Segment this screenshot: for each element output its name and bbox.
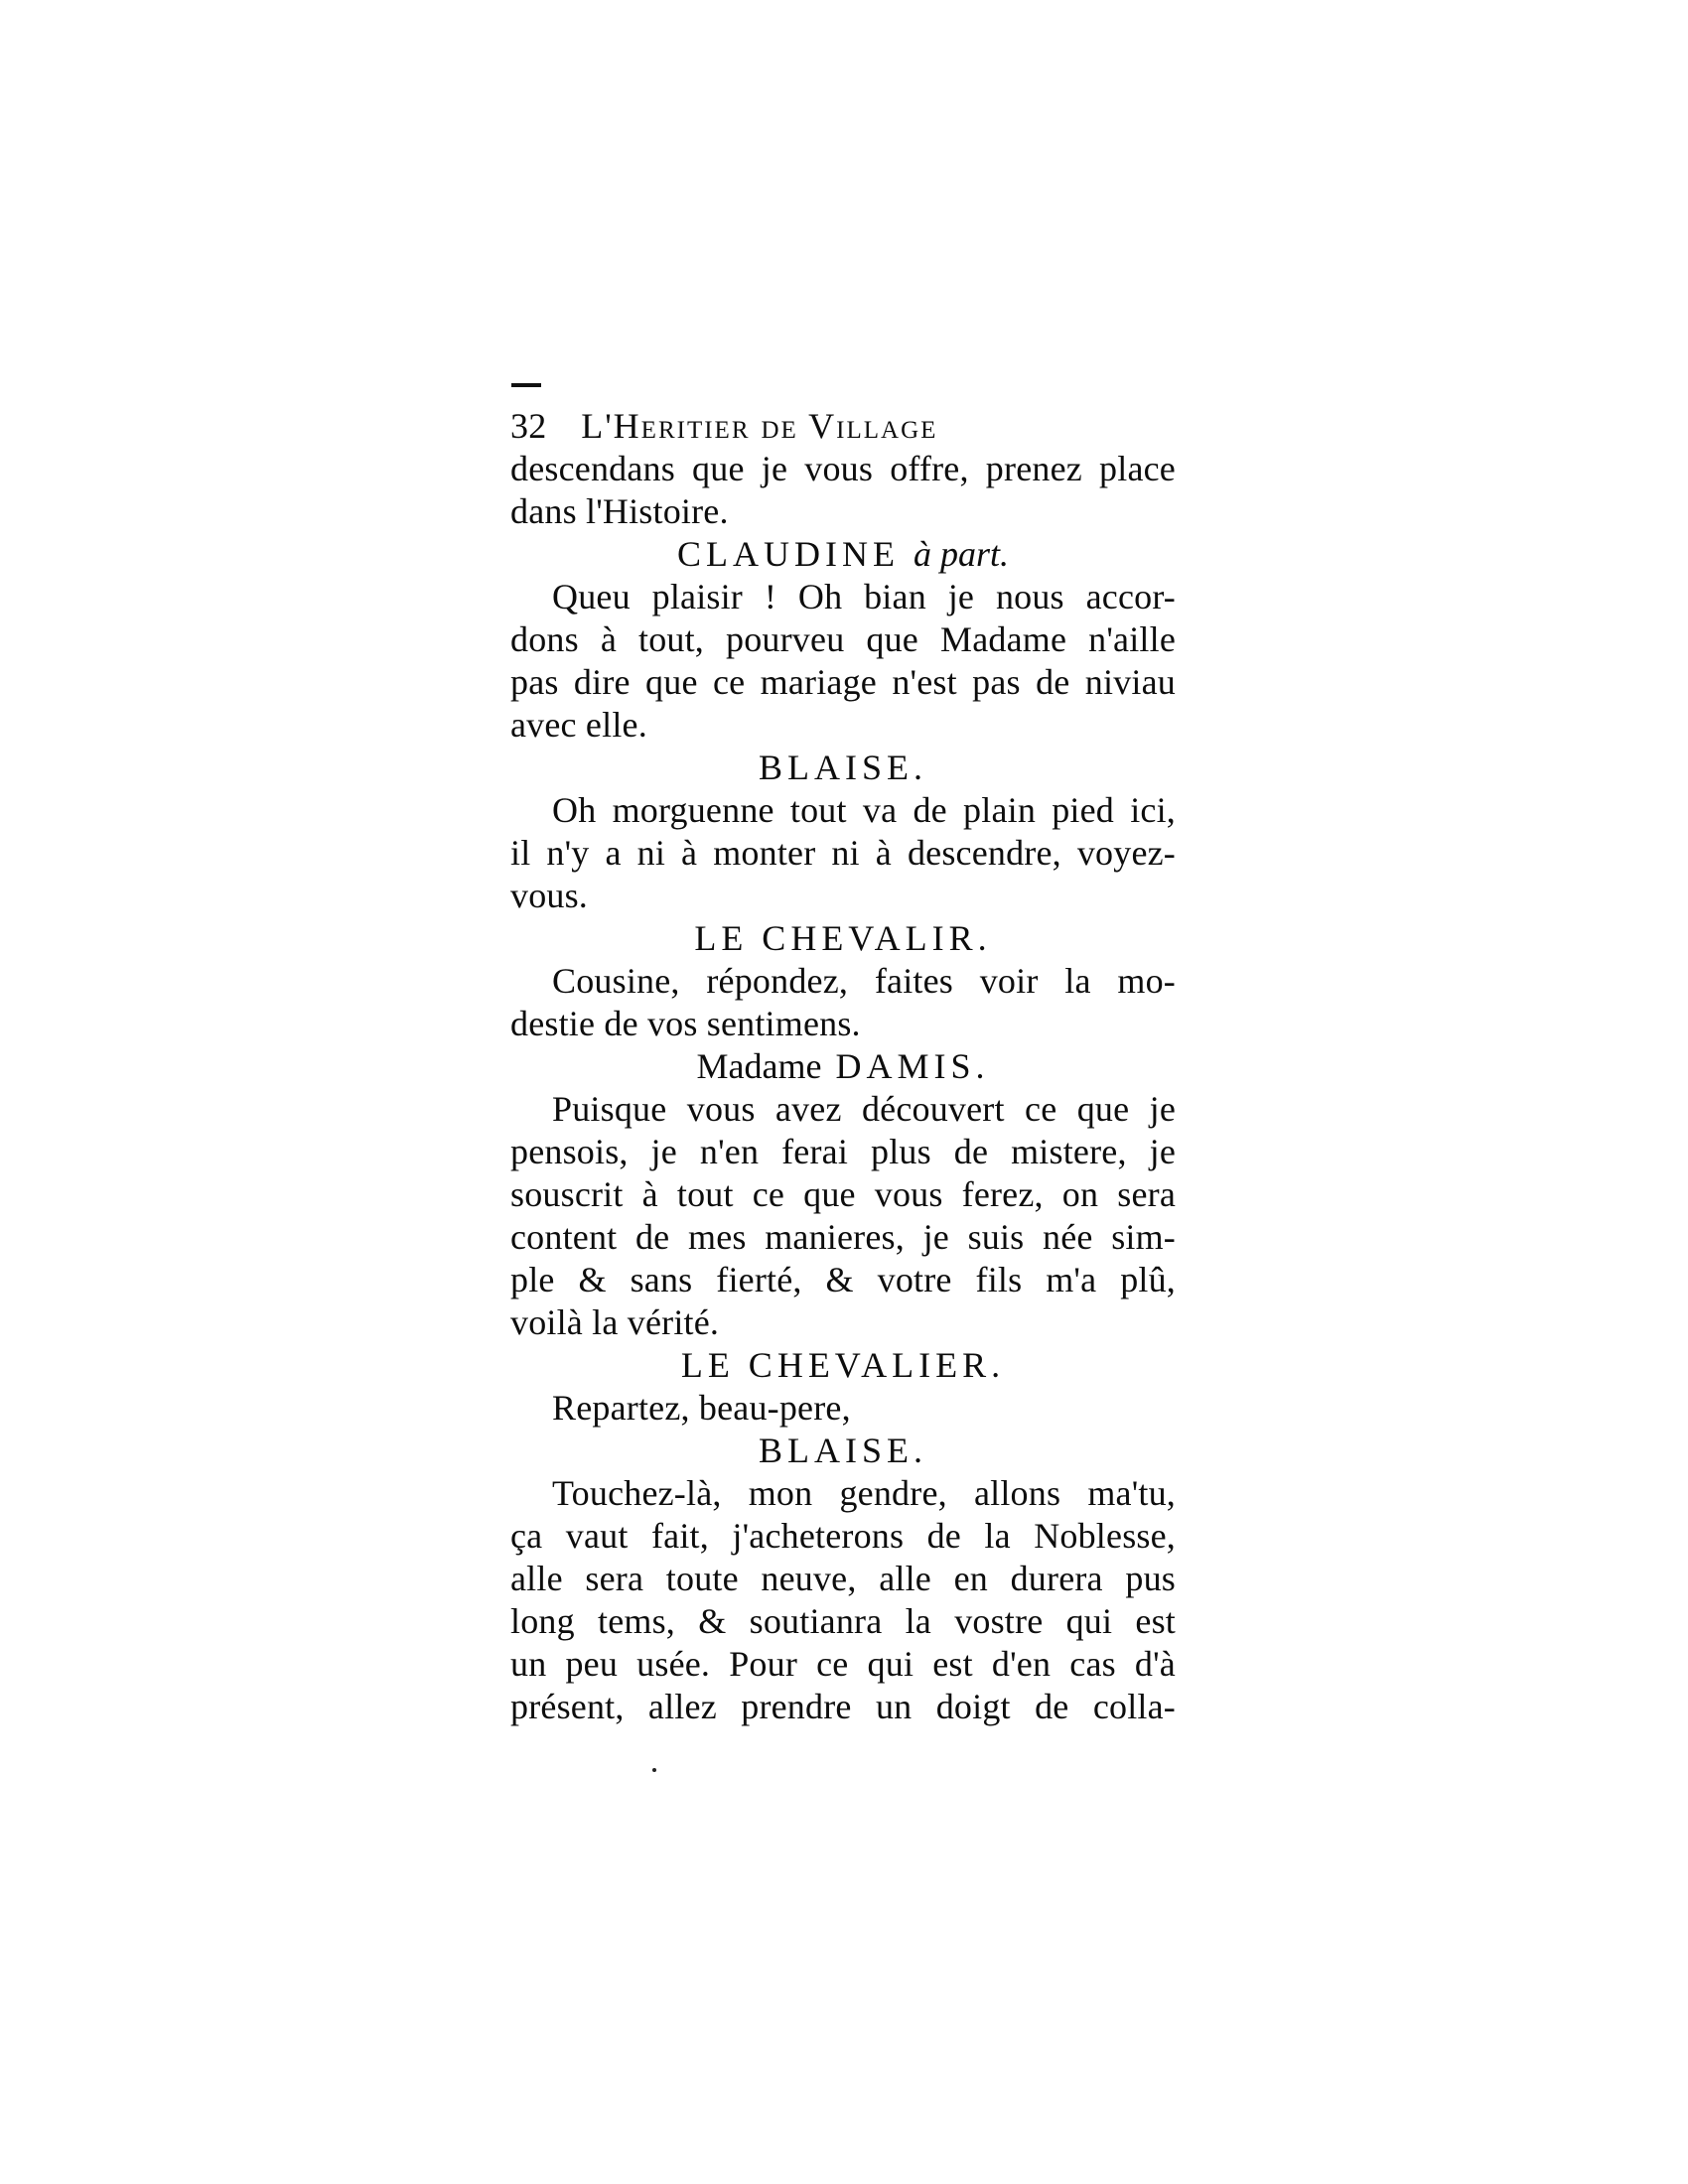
text-line: destie de vos sentimens. bbox=[510, 1004, 861, 1043]
text-line: pas dire que ce mariage n'est pas de niviau bbox=[510, 662, 1176, 702]
text-line: long tems, & soutianra la vostre qui est bbox=[510, 1601, 1176, 1641]
text-line: alle sera toute neuve, alle en durera pus bbox=[510, 1559, 1176, 1598]
speaker-name: DAMIS. bbox=[835, 1046, 990, 1086]
text-line: content de mes manieres, je suis née sim- bbox=[510, 1217, 1176, 1257]
text-line: ça vaut fait, j'acheterons de la Noblesse, bbox=[510, 1516, 1176, 1556]
text-line: pensois, je n'en ferai plus de mistere, je bbox=[510, 1132, 1176, 1171]
text-line: Repartez, beau-pere, bbox=[552, 1388, 851, 1428]
text-line: Queu plaisir ! Oh bian je nous accor- bbox=[552, 577, 1176, 616]
text-line: présent, allez prendre un doigt de colla- bbox=[510, 1687, 1176, 1726]
top-dash-mark bbox=[511, 383, 541, 387]
text-line: dons à tout, pourveu que Madame n'aille bbox=[510, 619, 1176, 659]
page-number: 32 bbox=[510, 406, 547, 446]
speaker-title: Madame bbox=[696, 1046, 822, 1086]
text-line: un peu usée. Pour ce qui est d'en cas d'à bbox=[510, 1644, 1176, 1684]
page-text-block bbox=[510, 405, 1176, 1728]
speaker-heading-chevalier: LE CHEVALIR. bbox=[694, 918, 992, 958]
text-line: vous. bbox=[510, 876, 589, 915]
speaker-name: CLAUDINE bbox=[677, 534, 900, 574]
text-line: Cousine, répondez, faites voir la mo- bbox=[552, 961, 1176, 1001]
text-line: Touchez-là, mon gendre, allons ma'tu, bbox=[552, 1473, 1176, 1513]
stage-direction: à part. bbox=[913, 534, 1009, 574]
speaker-heading-blaise: BLAISE. bbox=[759, 748, 927, 787]
text-line: il n'y a ni à monter ni à descendre, voyez- bbox=[510, 833, 1176, 873]
speaker-heading-madame-damis bbox=[510, 1045, 1176, 1088]
text-line: souscrit à tout ce que vous ferez, on sera bbox=[510, 1174, 1176, 1214]
text-line: avec elle. bbox=[510, 705, 647, 745]
text-line: descendans que je vous offre, prenez place bbox=[510, 449, 1176, 488]
text-line: Oh morguenne tout va de plain pied ici, bbox=[552, 790, 1176, 830]
running-title: L'Heritier de Village bbox=[581, 406, 938, 446]
text-line: ple & sans fierté, & votre fils m'a plû, bbox=[510, 1260, 1176, 1299]
text-line: voilà la vérité. bbox=[510, 1302, 720, 1342]
text-line: dans l'Histoire. bbox=[510, 491, 729, 531]
speaker-heading-claudine bbox=[510, 533, 1176, 576]
page-header bbox=[510, 405, 1176, 448]
speaker-heading-chevalier: LE CHEVALIER. bbox=[680, 1345, 1006, 1385]
text-line: Puisque vous avez découvert ce que je bbox=[552, 1089, 1176, 1129]
ink-speck bbox=[652, 1768, 656, 1772]
speaker-heading-blaise: BLAISE. bbox=[759, 1431, 927, 1470]
